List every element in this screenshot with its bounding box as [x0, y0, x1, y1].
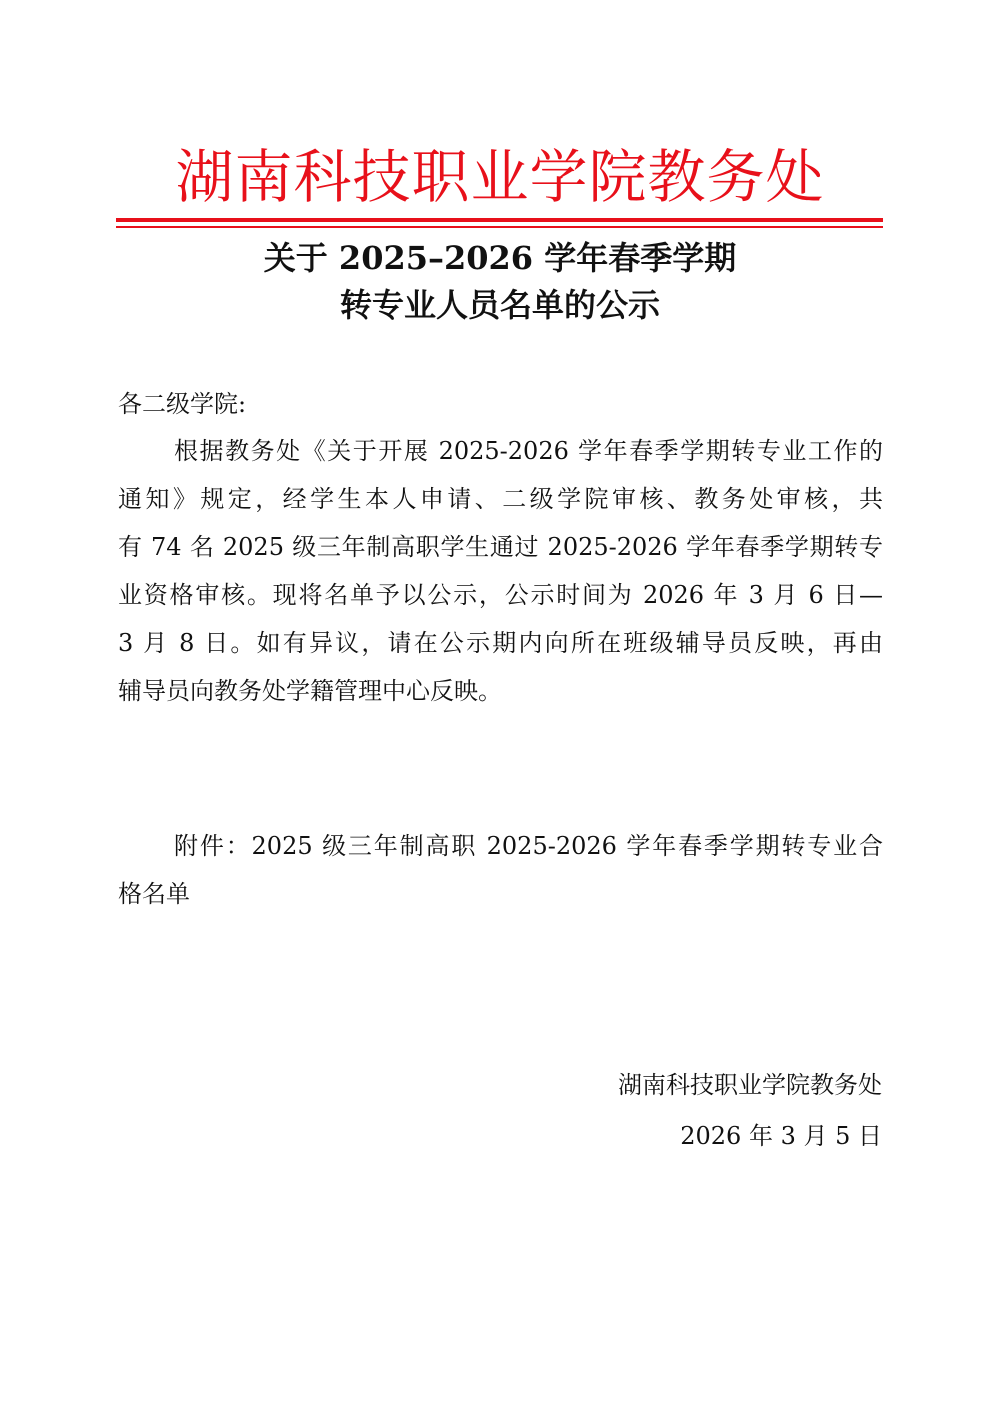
- paragraph-line: 3 月 8 日。如有异议，请在公示期内向所在班级辅导员反映，再由: [118, 629, 883, 657]
- paragraph-line: 业资格审核。现将名单予以公示，公示时间为 2026 年 3 月 6 日—: [118, 581, 883, 609]
- attachment-line: 附件：2025 级三年制高职 2025-2026 学年春季学期转专业合: [174, 832, 883, 860]
- paragraph-line: 通知》规定，经学生本人申请、二级学院审核、教务处审核，共: [118, 485, 883, 513]
- header-red-rule-thin: [116, 226, 883, 228]
- notice-title-line-2: 转专业人员名单的公示: [339, 286, 660, 324]
- main-paragraph: [118, 427, 883, 715]
- issuer-header: 湖南科技职业学院教务处: [175, 143, 825, 211]
- paragraph-line: 辅导员向教务处学籍管理中心反映。: [118, 677, 502, 705]
- signature-org: 湖南科技职业学院教务处: [618, 1071, 882, 1099]
- attachment-note: [118, 822, 883, 918]
- signature-date: 2026 年 3 月 5 日: [680, 1122, 882, 1150]
- notice-title-line-1: 关于 2025–2026 学年春季学期: [263, 239, 737, 277]
- header-red-rule-thick: [116, 218, 883, 222]
- attachment-line: 格名单: [118, 880, 190, 908]
- paragraph-line: 根据教务处《关于开展 2025-2026 学年春季学期转专业工作的: [174, 437, 883, 465]
- paragraph-line: 有 74 名 2025 级三年制高职学生通过 2025-2026 学年春季学期转专: [118, 533, 883, 561]
- salutation: 各二级学院:: [118, 390, 247, 418]
